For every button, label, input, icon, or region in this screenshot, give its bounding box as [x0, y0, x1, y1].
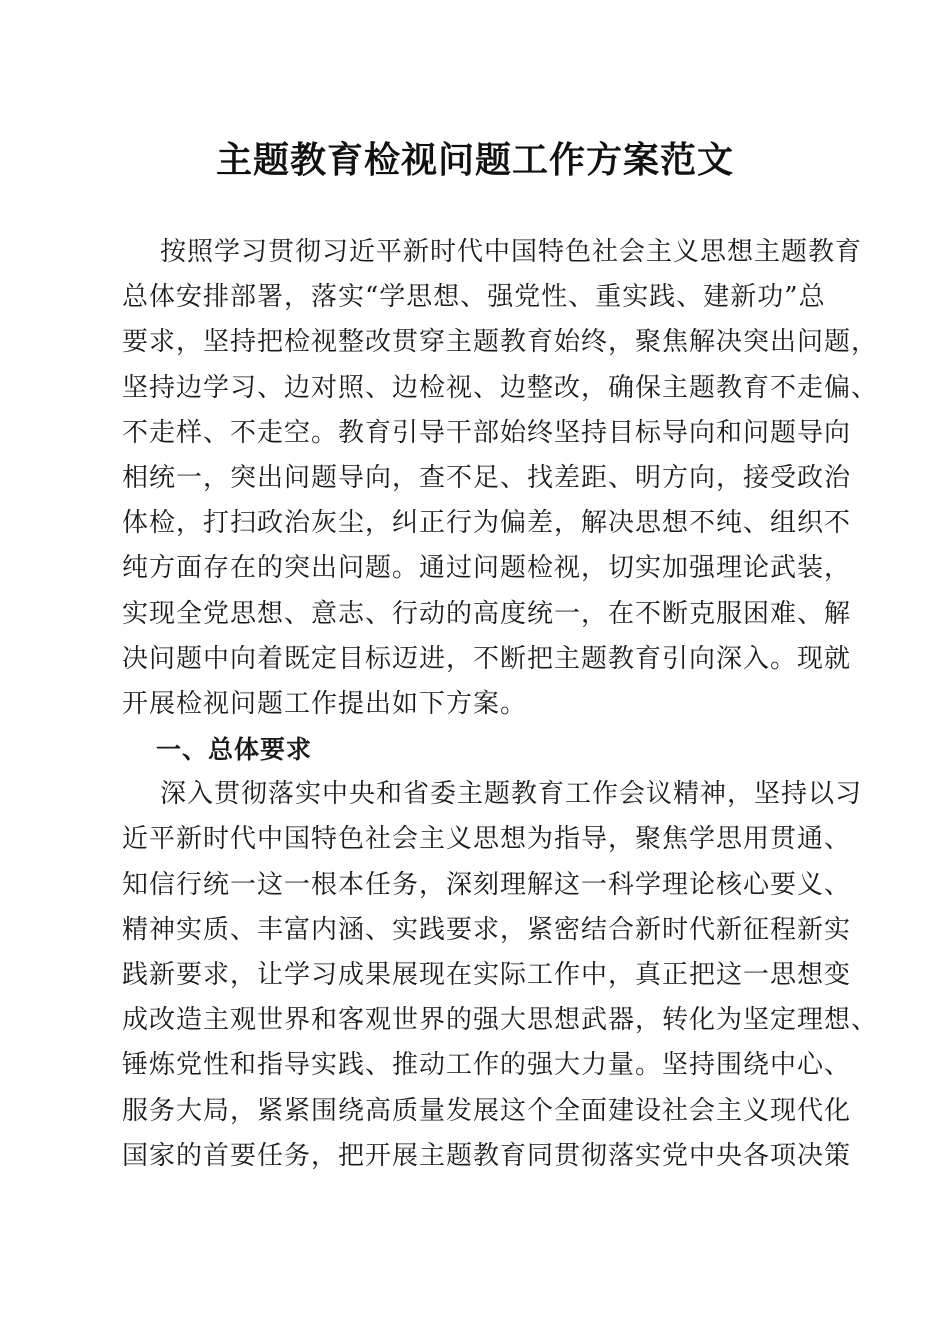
paragraph-line: 开展检视问题工作提出如下方案。	[122, 688, 528, 719]
paragraph-line: 按照学习贯彻习近平新时代中国特色社会主义思想主题教育	[160, 237, 863, 267]
paragraph-line: 总体安排部署，落实“学思想、强党性、重实践、建新功”总	[122, 282, 826, 313]
paragraph-line: 服务大局，紧紧围绕高质量发展这个全面建设社会主义现代化	[122, 1095, 852, 1126]
paragraph-line: 要求，坚持把检视整改贯穿主题教育始终，聚焦解决突出问题，	[122, 327, 879, 358]
paragraph-line: 实现全党思想、意志、行动的高度统一，在不断克服困难、解	[122, 598, 852, 629]
paragraph-line: 不走样、不走空。教育引导干部始终坚持目标导向和问题导向	[122, 417, 852, 448]
paragraph-line: 知信行统一这一根本任务，深刻理解这一科学理论核心要义、	[122, 869, 852, 900]
paragraph-line: 成改造主观世界和客观世界的强大思想武器，转化为坚定理想、	[122, 1005, 879, 1036]
paragraph-line: 坚持边学习、边对照、边检视、边整改，确保主题教育不走偏、	[122, 372, 879, 403]
paragraph-line: 精神实质、丰富内涵、实践要求，紧密结合新时代新征程新实	[122, 914, 852, 945]
paragraph-line: 体检，打扫政治灰尘，纠正行为偏差，解决思想不纯、组织不	[122, 508, 852, 539]
paragraph-line: 决问题中向着既定目标迈进，不断把主题教育引向深入。现就	[122, 643, 852, 674]
paragraph-line: 锤炼党性和指导实践、推动工作的强大力量。坚持围绕中心、	[122, 1050, 852, 1081]
paragraph-line: 近平新时代中国特色社会主义思想为指导，聚焦学思用贯通、	[122, 824, 852, 855]
section-heading: 一、总体要求	[156, 735, 313, 765]
paragraph-line: 相统一，突出问题导向，查不足、找差距、明方向，接受政治	[122, 462, 852, 493]
paragraph-line: 国家的首要任务，把开展主题教育同贯彻落实党中央各项决策	[122, 1140, 852, 1171]
document-title: 主题教育检视问题工作方案范文	[215, 139, 734, 181]
paragraph-line: 深入贯彻落实中央和省委主题教育工作会议精神，坚持以习	[160, 779, 863, 810]
paragraph-line: 践新要求，让学习成果展现在实际工作中，真正把这一思想变	[122, 960, 852, 990]
paragraph-line: 纯方面存在的突出问题。通过问题检视，切实加强理论武装，	[122, 553, 852, 584]
document-body	[122, 230, 879, 1179]
